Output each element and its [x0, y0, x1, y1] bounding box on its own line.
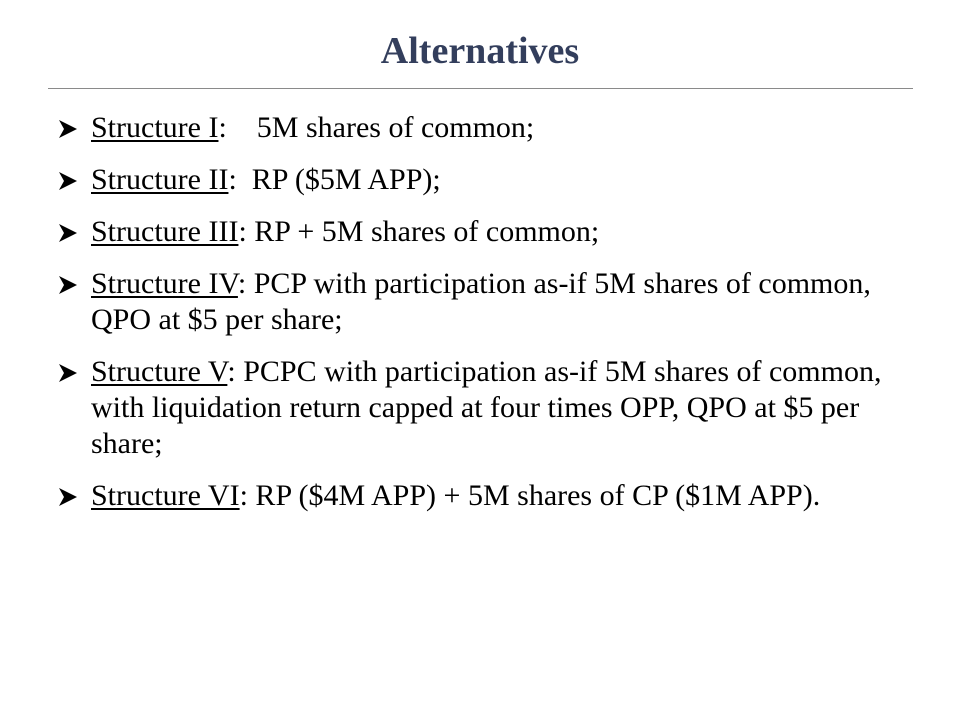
bullet-text: : PCP with participation as-if 5M shares of common, QPO at $5 per share;	[91, 267, 871, 336]
bullet-item-structure-iv	[58, 266, 888, 338]
bullet-text: : RP ($4M APP) + 5M shares of CP ($1M APP).	[239, 479, 821, 512]
bullet-label: Structure V	[91, 355, 228, 388]
arrowhead-bullet-icon	[58, 119, 78, 139]
bullet-text: : RP ($5M APP);	[228, 163, 441, 196]
bullet-text: : RP + 5M shares of common;	[238, 215, 600, 248]
bullet-item-structure-v	[58, 354, 888, 462]
bullet-label: Structure IV	[91, 267, 238, 300]
arrowhead-bullet-icon	[58, 487, 78, 507]
bullet-list	[58, 110, 888, 530]
bullet-text: : 5M shares of common;	[218, 111, 535, 144]
bullet-item-structure-vi	[58, 478, 888, 514]
arrowhead-bullet-icon	[58, 363, 78, 383]
bullet-label: Structure III	[91, 215, 239, 248]
slide-title: Alternatives	[380, 30, 580, 72]
bullet-label: Structure I	[91, 111, 219, 144]
bullet-item-structure-i	[58, 110, 888, 146]
arrowhead-bullet-icon	[58, 275, 78, 295]
arrowhead-bullet-icon	[58, 223, 78, 243]
bullet-item-structure-iii	[58, 214, 888, 250]
bullet-item-structure-ii	[58, 162, 888, 198]
arrowhead-bullet-icon	[58, 171, 78, 191]
bullet-label: Structure II	[91, 163, 229, 196]
bullet-label: Structure VI	[91, 479, 240, 512]
bullet-text: : PCPC with participation as-if 5M shares of common, with liquidation return capped at four times OPP, QPO at $5 per share;	[91, 355, 882, 460]
title-divider	[48, 88, 913, 89]
